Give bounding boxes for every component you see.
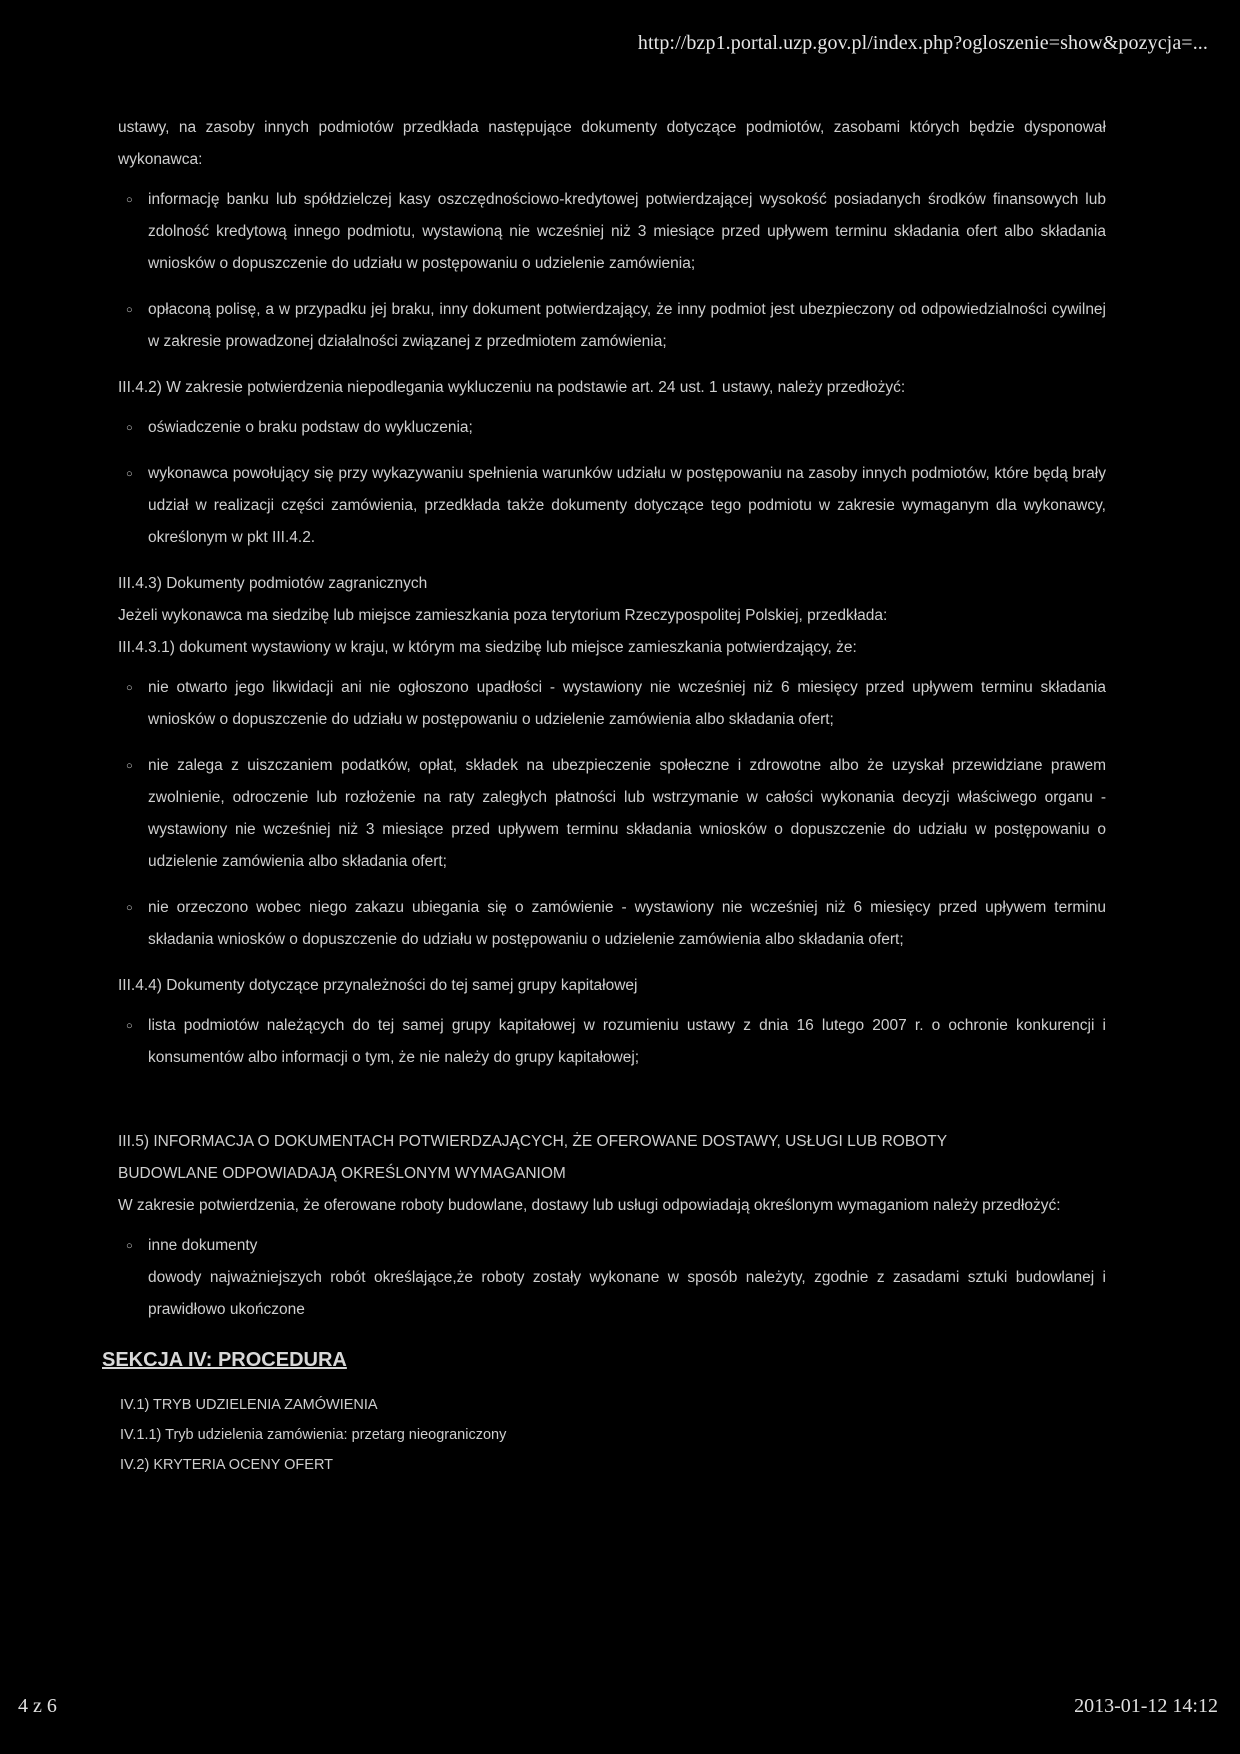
intro-paragraph: ustawy, na zasoby innych podmiotów przedkłada następujące dokumenty dotyczące podmiotów, zasobami których będzie dysponował wykonawca: (118, 119, 1106, 168)
section-heading-342: III.4.2) W zakresie potwierdzenia niepodlegania wykluczeniu na podstawie art. 24 ust. 1 ustawy, należy przedłożyć: (118, 379, 906, 396)
section-heading-35-line1: III.5) INFORMACJA O DOKUMENTACH POTWIERDZAJĄCYCH, ŻE OFEROWANE DOSTAWY, USŁUGI LUB ROBOTY (118, 1133, 948, 1150)
paragraph-3431: III.4.3.1) dokument wystawiony w kraju, w którym ma siedzibę lub miejsce zamieszkania potwierdzający, że: (118, 639, 857, 656)
section-heading-35-line2: BUDOWLANE ODPOWIADAJĄ OKREŚLONYM WYMAGANIOM (118, 1165, 566, 1182)
list-item: ○ oświadczenie o braku podstaw do wykluczenia; (148, 412, 1106, 444)
section-4-title: SEKCJA IV: PROCEDURA (102, 1349, 347, 1371)
print-datetime: 2013-01-12 14:12 (1074, 1695, 1218, 1717)
section-4-item: IV.2) KRYTERIA OCENY OFERT (120, 1457, 334, 1473)
section-4-item: IV.1) TRYB UDZIELENIA ZAMÓWIENIA (120, 1397, 378, 1413)
list-item: ○ nie zalega z uiszczaniem podatków, opłat, składek na ubezpieczenie społeczne i zdrowotne albo że uzyskał przewidziane prawem zwolnienie, odroczenie lub rozłożenie na raty zaległych płatności lub wstrzymanie w całości wykonania decyzji właściwego organu - wystawiony nie wcześniej niż 3 miesiące przed upływem terminu składania wniosków o dopuszczenie do udziału w postępowaniu o udzielenie zamówienia albo składania ofert; (148, 750, 1106, 878)
header-url: http://bzp1.portal.uzp.gov.pl/index.php?ogloszenie=show&pozycja=... (637, 32, 1208, 54)
paragraph-35: W zakresie potwierdzenia, że oferowane roboty budowlane, dostawy lub usługi odpowiadają określonym wymaganiom należy przedłożyć: (118, 1197, 1061, 1214)
bullet-list-5 (118, 1230, 1106, 1326)
list-item: ○ opłaconą polisę, a w przypadku jej braku, inny dokument potwierdzający, że inny podmiot jest ubezpieczony od odpowiedzialności cywilnej w zakresie prowadzonej działalności związanej z przedmiotem zamówienia; (148, 294, 1106, 358)
bullet-list-1 (118, 184, 1106, 358)
list-item: ○ nie otwarto jego likwidacji ani nie ogłoszono upadłości - wystawiony nie wcześniej niż 6 miesięcy przed upływem terminu składania wniosków o dopuszczenie do udziału w postępowaniu o udzielenie zamówienia albo składania ofert; (148, 672, 1106, 736)
paragraph-343-intro: Jeżeli wykonawca ma siedzibę lub miejsce zamieszkania poza terytorium Rzeczypospolitej Polskiej, przedkłada: (118, 607, 888, 624)
spacer (118, 1088, 1106, 1124)
bullet-list-3 (118, 672, 1106, 956)
list-item: ○ wykonawca powołujący się przy wykazywaniu spełnienia warunków udziału w postępowaniu na zasoby innych podmiotów, które będą brały udział w realizacji części zamówienia, przedkłada także dokumenty dotyczące tego podmiotu w zakresie wymaganym dla wykonawcy, określonym w pkt III.4.2. (148, 458, 1106, 554)
section-heading-344: III.4.4) Dokumenty dotyczące przynależności do tej samej grupy kapitałowej (118, 977, 638, 994)
bullet-list-4 (118, 1010, 1106, 1074)
document-content (102, 112, 1106, 1480)
section-4-item: IV.1.1) Tryb udzielenia zamówienia: przetarg nieograniczony (120, 1427, 507, 1443)
list-item: ○ lista podmiotów należących do tej samej grupy kapitałowej w rozumieniu ustawy z dnia 16 lutego 2007 r. o ochronie konkurencji i konsumentów albo informacji o tym, że nie należy do grupy kapitałowej; (148, 1010, 1106, 1074)
section-heading-343: III.4.3) Dokumenty podmiotów zagranicznych (118, 575, 428, 592)
list-item: ○ nie orzeczono wobec niego zakazu ubiegania się o zamówienie - wystawiony nie wcześniej niż 6 miesięcy przed upływem terminu składania wniosków o dopuszczenie do udziału w postępowaniu o udzielenie zamówienia albo składania ofert; (148, 892, 1106, 956)
list-item-label: inne dokumenty (148, 1237, 258, 1254)
list-item-detail: dowody najważniejszych robót określające,że roboty zostały wykonane w sposób należyty, zgodnie z zasadami sztuki budowlanej i prawidłowo ukończone (148, 1269, 1106, 1318)
bullet-list-2 (118, 412, 1106, 554)
list-item (148, 1230, 1106, 1326)
page-number: 4 z 6 (18, 1695, 57, 1717)
list-item: ○ informację banku lub spółdzielczej kasy oszczędnościowo-kredytowej potwierdzającej wysokość posiadanych środków finansowych lub zdolność kredytową innego podmiotu, wystawioną nie wcześniej niż 3 miesiące przed upływem terminu składania ofert albo składania wniosków o dopuszczenie do udziału w postępowaniu o udzielenie zamówienia; (148, 184, 1106, 280)
